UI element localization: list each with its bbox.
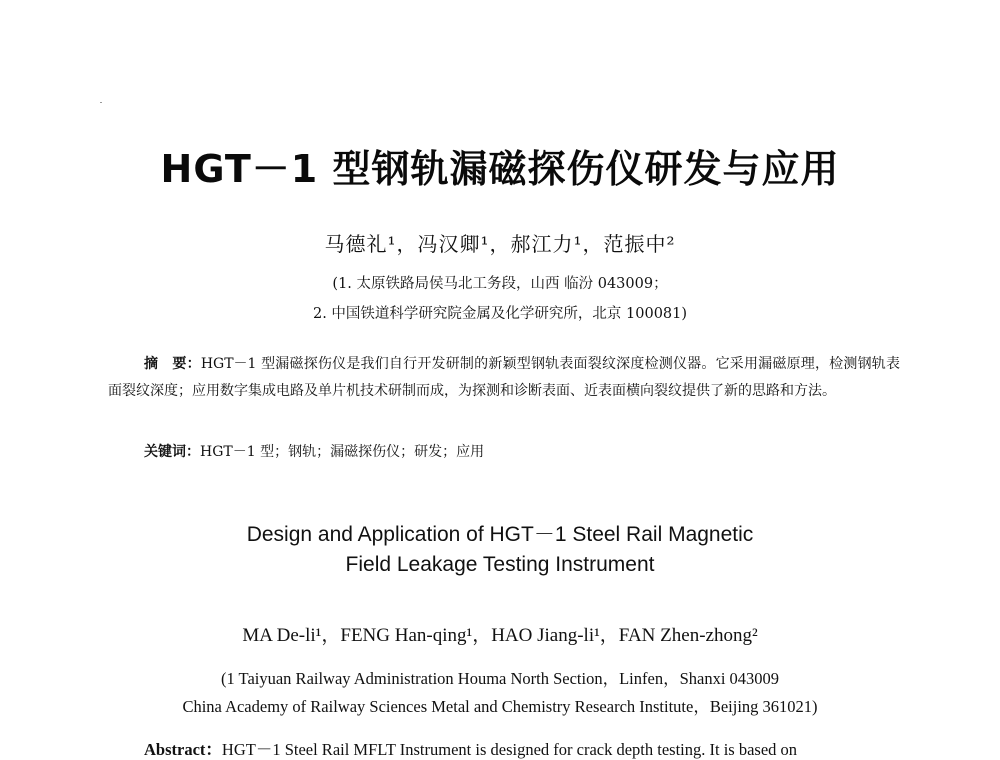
- chinese-keywords-text: HGT－1 型；钢轨；漏磁探伤仪；研发；应用: [200, 444, 485, 460]
- chinese-abstract-label: 摘 要：: [144, 356, 201, 372]
- english-authors: MA De-li¹，FENG Han-qing¹，HAO Jiang-li¹，FAN Zhen-zhong²: [242, 625, 758, 646]
- chinese-keywords-label: 关键词：: [144, 444, 200, 460]
- chinese-authors: 马德礼¹，冯汉卿¹，郝江力¹，范振中²: [324, 232, 676, 256]
- chinese-keywords: [144, 440, 904, 464]
- english-abstract-label: Abstract：: [144, 740, 222, 759]
- scan-speck: [100, 102, 102, 103]
- chinese-abstract-text: HGT－1 型漏磁探伤仪是我们自行开发研制的新颖型钢轨表面裂纹深度检测仪器。它采用漏磁原理，检测钢轨表面裂纹深度；应用数字集成电路及单片机技术研制而成，为探测和诊断表面、近表面横向裂纹提供了新的思路和方法。: [108, 356, 900, 399]
- english-title-line-2: Field Leakage Testing Instrument: [345, 553, 655, 576]
- chinese-abstract: [108, 351, 900, 405]
- english-title-line-1: Design and Application of HGT－1 Steel Rail Magnetic: [246, 523, 754, 546]
- chinese-affiliation-line-2: 2. 中国铁道科学研究院金属及化学研究所，北京 100081): [312, 306, 688, 322]
- english-abstract: [144, 736, 904, 760]
- english-affiliation-line-1: (1 Taiyuan Railway Administration Houma North Section，Linfen，Shanxi 043009: [220, 669, 780, 688]
- chinese-affiliation-line-1: (1. 太原铁路局侯马北工务段，山西 临汾 043009；: [332, 276, 668, 292]
- english-abstract-text: HGT－1 Steel Rail MFLT Instrument is designed for crack depth testing. It is based on: [221, 740, 798, 759]
- chinese-title: HGT－1 型钢轨漏磁探伤仪研发与应用: [160, 147, 840, 191]
- english-affiliation-line-2: China Academy of Railway Sciences Metal and Chemistry Research Institute，Beijing 361021): [182, 697, 818, 716]
